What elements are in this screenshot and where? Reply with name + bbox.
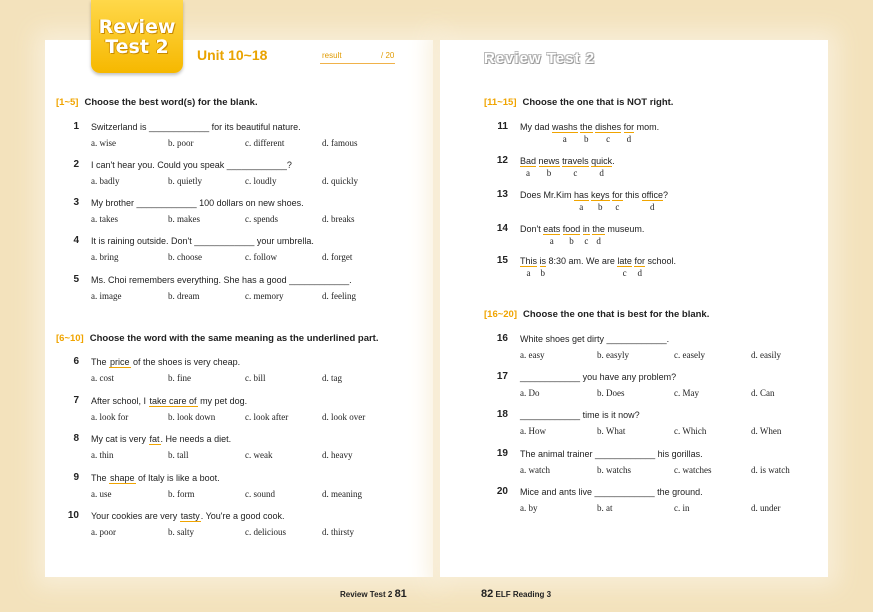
choice-letter: b [598,202,603,212]
question-text [91,357,240,367]
error-word-d [591,156,613,178]
text-part: After school, I [91,396,149,406]
question-text [91,473,220,483]
text-part: of the shoes is very cheap. [130,357,241,367]
error-word-c [612,190,623,212]
word: dishes [595,122,622,132]
word: has [574,190,589,200]
underlined-word: tasty [180,511,200,521]
badge-line-2: Test 2 [105,35,169,58]
error-word-d [592,224,605,246]
option-d: d. tag [322,373,342,383]
option-a: a. cost [91,373,114,383]
error-word-c [562,156,589,178]
question-number: 8 [73,433,79,444]
option-b: b. Does [597,388,625,398]
option-a: a. watch [520,465,550,475]
question-text [520,190,668,212]
error-word-a [520,256,538,278]
question-number: 6 [73,356,79,367]
question-number: 14 [496,223,508,234]
error-word-b [538,156,560,178]
option-c: c. watches [674,465,712,475]
question-text [520,256,676,278]
error-word-c [595,122,622,144]
option-c: c. spends [245,214,278,224]
choice-letter: d [599,168,604,178]
review-test-badge [91,0,183,73]
option-d: d. Can [751,388,775,398]
section-4-heading [484,309,709,320]
section-1-heading [56,97,258,108]
option-a: a. badly [91,176,120,186]
word: eats [543,224,561,234]
option-b: b. salty [168,527,194,537]
choice-letter: c [615,202,620,212]
word: in [582,224,590,234]
text-part: museum. [604,224,645,234]
text-part: . [612,156,615,166]
option-d: d. breaks [322,214,355,224]
text-part: My cat is very [91,434,149,444]
choice-letter: a [526,268,531,278]
word: for [623,122,635,132]
question-number: 2 [73,159,79,170]
option-a: a. by [520,503,538,513]
word: keys [591,190,610,200]
word: late [617,256,632,266]
text-part: school. [644,256,676,266]
option-b: b. watchs [597,465,631,475]
option-c: c. bill [245,373,266,383]
question-number: 9 [73,472,79,483]
question-text: ____________ time is it now? [520,410,640,420]
option-a: a. How [520,426,546,436]
word: news [538,156,560,166]
result-score: / 20 [381,51,395,60]
section-title: Choose the one that is NOT right. [522,97,674,108]
question-number: 4 [73,235,79,246]
question-text: My brother ____________ 100 dollars on new shoes. [91,198,304,208]
choice-letter: b [569,236,574,246]
text-part: of Italy is like a boot. [135,473,220,483]
option-c: c. loudly [245,176,277,186]
section-range: [6~10] [56,333,84,344]
error-word-b [580,122,593,144]
page-number: 81 [394,588,407,600]
choice-letter: b [584,134,589,144]
option-b: b. tall [168,450,189,460]
choice-letter: a [549,236,554,246]
word: is [539,256,547,266]
text-part: Don't [520,224,544,234]
question-number: 13 [496,189,508,200]
error-word-c [617,256,632,278]
option-b: b. look down [168,412,216,422]
word: the [592,224,605,234]
footer-label: ELF Reading 3 [495,590,552,599]
option-c: c. May [674,388,699,398]
option-d: d. easily [751,350,781,360]
choice-letter: d [596,236,601,246]
option-a: a. look for [91,412,129,422]
choice-letter: c [622,268,627,278]
choice-letter: c [584,236,589,246]
footer-label: Review Test 2 [340,590,393,599]
option-a: a. poor [91,527,116,537]
choice-letter: c [606,134,611,144]
text-part: . You're a good cook. [200,511,285,521]
option-d: d. forget [322,252,353,262]
text-part: 8:30 am. We are [546,256,618,266]
option-a: a. use [91,489,112,499]
option-b: b. easyly [597,350,629,360]
error-word-d [641,190,663,212]
underlined-word: fat [149,434,160,444]
option-d: d. When [751,426,782,436]
text-part: mom. [634,122,660,132]
text-part: my pet dog. [197,396,248,406]
question-number: 17 [496,371,508,382]
word: quick [591,156,613,166]
text-part: Does Mr.Kim [520,190,575,200]
section-3-heading [484,97,673,108]
section-2-heading [56,333,378,344]
option-a: a. Do [520,388,540,398]
question-number: 5 [73,274,79,285]
text-part: The [91,473,110,483]
section-range: [11~15] [484,97,517,108]
word: for [634,256,645,266]
word: food [562,224,581,234]
question-number: 3 [73,197,79,208]
choice-letter: b [540,268,546,278]
section-range: [1~5] [56,97,79,108]
left-footer [340,588,407,600]
option-d: d. quickly [322,176,358,186]
text-part: this [622,190,642,200]
error-word-a [552,122,578,144]
question-text: White shoes get dirty ____________. [520,334,670,344]
question-text: It is raining outside. Don't ____________ your umbrella. [91,236,314,246]
choice-letter: a [526,168,530,178]
option-d: d. feeling [322,291,356,301]
word: washs [552,122,578,132]
question-text: Ms. Choi remembers everything. She has a good ____________. [91,275,352,285]
question-text [520,156,615,178]
word: office [641,190,663,200]
question-number: 12 [496,155,508,166]
section-title: Choose the best word(s) for the blank. [84,97,258,108]
question-text [520,122,660,144]
question-number: 10 [67,510,79,521]
choice-letter: a [579,202,584,212]
section-range: [16~20] [484,309,518,320]
option-c: c. look after [245,412,289,422]
question-text: The animal trainer ____________ his gorillas. [520,449,703,459]
question-number: 7 [73,395,79,406]
question-number: 1 [73,121,79,132]
option-b: b. What [597,426,626,436]
text-part: Your cookies are very [91,511,180,521]
option-d: d. heavy [322,450,353,460]
option-a: a. takes [91,214,118,224]
option-c: c. in [674,503,690,513]
option-a: a. thin [91,450,114,460]
option-a: a. wise [91,138,116,148]
option-b: b. poor [168,138,194,148]
option-c: c. follow [245,252,277,262]
option-b: b. choose [168,252,202,262]
error-word-a [543,224,561,246]
right-page-title: Review Test 2 [484,50,596,67]
option-b: b. makes [168,214,200,224]
result-underline [320,63,395,64]
option-b: b. at [597,503,613,513]
underlined-word: take care of [149,396,197,406]
word: Bad [520,156,537,166]
word: the [580,122,593,132]
choice-letter: d [637,268,642,278]
question-text [91,511,285,521]
word: for [612,190,623,200]
option-c: c. sound [245,489,275,499]
question-number: 16 [496,333,508,344]
choice-letter: c [573,168,578,178]
question-number: 20 [496,486,508,497]
error-word-b [591,190,610,212]
option-a: a. bring [91,252,119,262]
question-number: 19 [496,448,508,459]
question-text [91,434,231,444]
section-title: Choose the one that is best for the blank. [523,309,710,320]
underlined-word: price [110,357,130,367]
result-label: result [322,51,342,60]
option-c: c. different [245,138,285,148]
choice-letter: d [650,202,655,212]
option-a: a. easy [520,350,545,360]
question-text: I can't hear you. Could you speak ____________? [91,160,292,170]
text-part: ? [662,190,668,200]
choice-letter: a [562,134,567,144]
error-word-d [623,122,635,144]
word: This [520,256,538,266]
option-c: c. delicious [245,527,286,537]
question-text: Switzerland is ____________ for its beautiful nature. [91,122,301,132]
error-word-c [582,224,590,246]
question-text [91,396,247,406]
section-title: Choose the word with the same meaning as the underlined part. [89,333,379,344]
question-text: Mice and ants live ____________ the ground. [520,487,703,497]
word: travels [562,156,589,166]
option-c: c. Which [674,426,707,436]
option-d: d. under [751,503,781,513]
question-number: 15 [496,255,508,266]
right-footer [481,588,551,600]
error-word-a [574,190,589,212]
error-word-a [520,156,537,178]
text-part: . He needs a diet. [160,434,232,444]
question-number: 11 [497,121,508,132]
question-number: 18 [496,409,508,420]
question-text [520,224,645,246]
option-c: c. easely [674,350,705,360]
text-part: My dad [520,122,553,132]
option-c: c. weak [245,450,273,460]
option-d: d. meaning [322,489,362,499]
question-text: ____________ you have any problem? [520,372,677,382]
option-b: b. quietly [168,176,202,186]
option-b: b. form [168,489,195,499]
option-b: b. fine [168,373,191,383]
option-d: d. thirsty [322,527,355,537]
unit-label: Unit 10~18 [197,47,268,63]
option-c: c. memory [245,291,284,301]
option-d: d. look over [322,412,366,422]
error-word-d [634,256,645,278]
error-word-b [562,224,581,246]
text-part: The [91,357,110,367]
option-a: a. image [91,291,122,301]
option-b: b. dream [168,291,200,301]
underlined-word: shape [110,473,135,483]
choice-letter: b [546,168,552,178]
option-d: d. famous [322,138,358,148]
badge-line-1: Review [98,15,176,38]
page-number: 82 [481,588,494,600]
error-word-b [539,256,547,278]
choice-letter: d [626,134,632,144]
option-d: d. is watch [751,465,790,475]
